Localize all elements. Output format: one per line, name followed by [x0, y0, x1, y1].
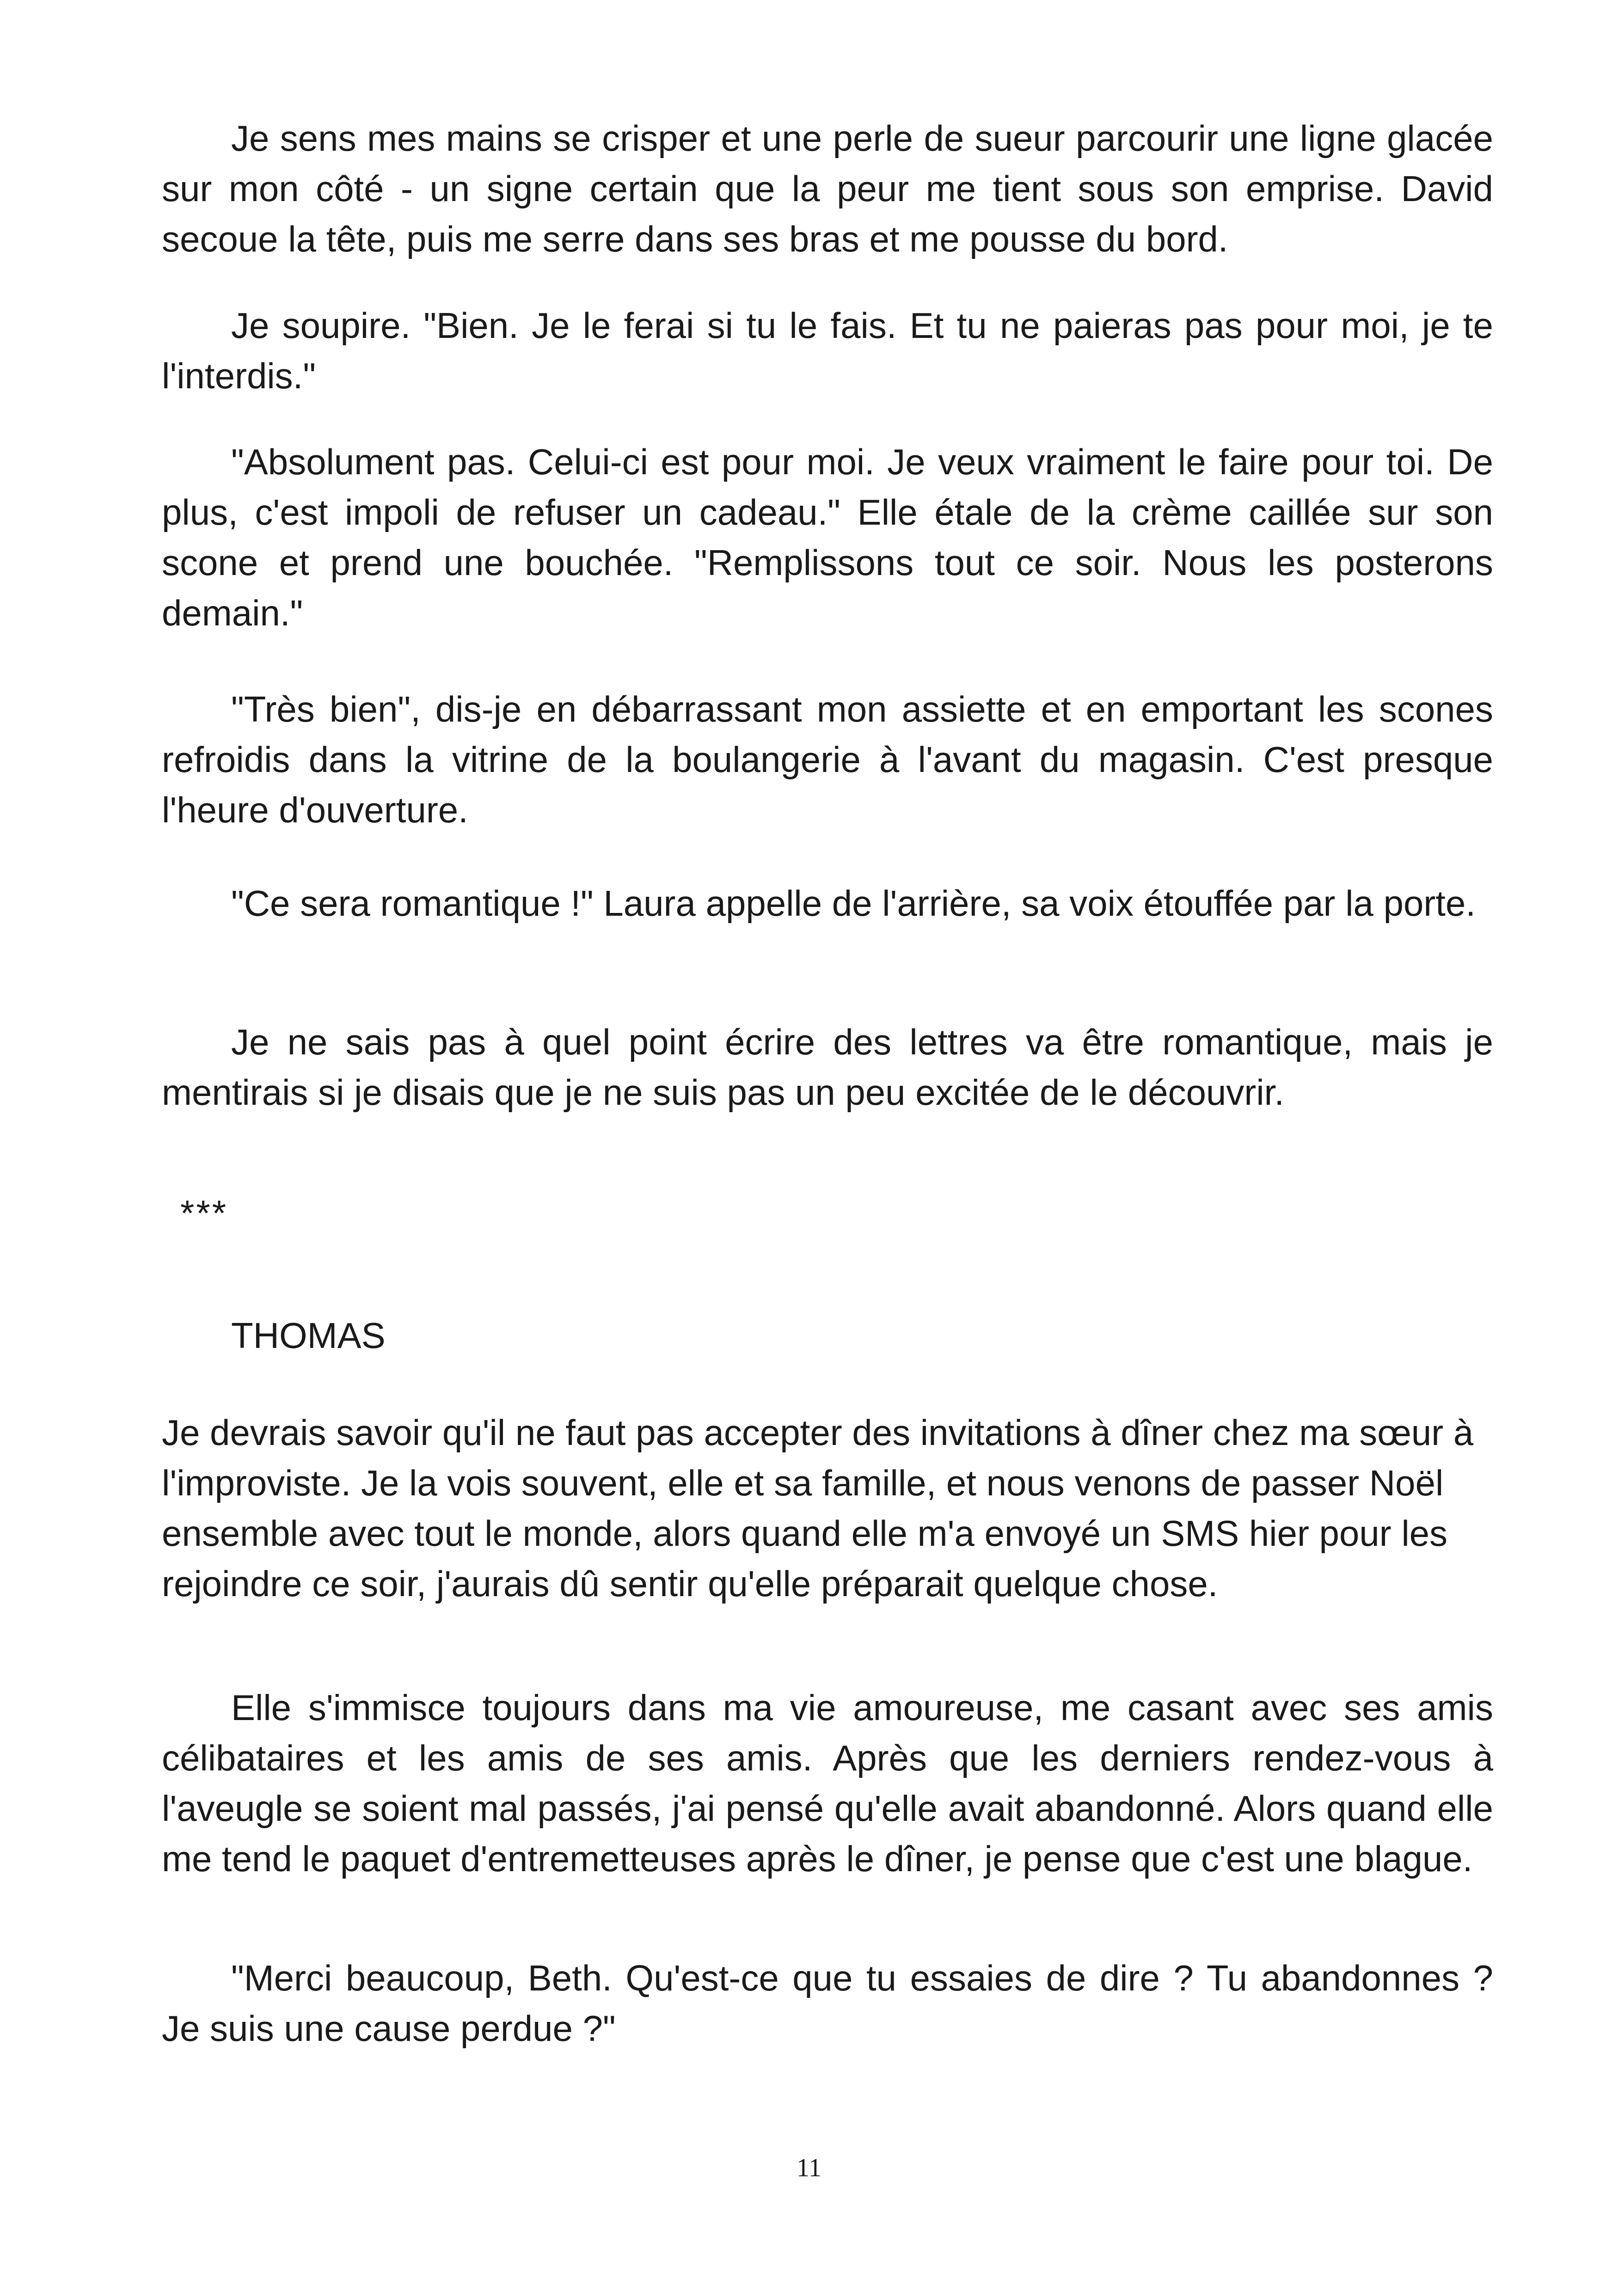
- paragraph-6: Je ne sais pas à quel point écrire des lettres va être romantique, mais je mentirais si je disais que je ne suis pas un peu excitée de le découvrir.: [162, 1022, 1493, 1113]
- section-heading: THOMAS: [231, 1315, 386, 1356]
- paragraph-3: "Absolument pas. Celui-ci est pour moi. Je veux vraiment le faire pour toi. De plus, c'est impoli de refuser un cadeau." Elle étale de la crème caillée sur son scone et prend une bouchée. "Remplissons tout ce soir. Nous les posterons demain.": [162, 441, 1493, 633]
- paragraph-2: Je soupire. "Bien. Je le ferai si tu le fais. Et tu ne paieras pas pour moi, je te l'interdis.": [162, 305, 1493, 396]
- paragraph-7: Je devrais savoir qu'il ne faut pas accepter des invitations à dîner chez ma sœur à l'improviste. Je la vois souvent, elle et sa famille, et nous venons de passer Noël ensemble avec tout le monde, alors quand elle m'a envoyé un SMS hier pour les rejoindre ce soir, j'aurais dû sentir qu'elle préparait quelque chose.: [162, 1412, 1474, 1604]
- page-number: 11: [797, 2154, 821, 2182]
- paragraph-8: Elle s'immisce toujours dans ma vie amoureuse, me casant avec ses amis célibataires et les amis de ses amis. Après que les derniers rendez-vous à l'aveugle se soient mal passés, j'ai pensé qu'elle avait abandonné. Alors quand elle me tend le paquet d'entremetteuses après le dîner, je pense que c'est une blague.: [162, 1687, 1493, 1879]
- paragraph-1: Je sens mes mains se crisper et une perle de sueur parcourir une ligne glacée sur mon côté - un signe certain que la peur me tient sous son emprise. David secoue la tête, puis me serre dans ses bras et me pousse du bord.: [162, 118, 1493, 259]
- paragraph-4: "Très bien", dis-je en débarrassant mon assiette et en emportant les scones refroidis dans la vitrine de la boulangerie à l'avant du magasin. C'est presque l'heure d'ouverture.: [162, 689, 1493, 830]
- scene-separator: ***: [180, 1193, 228, 1233]
- paragraph-9: "Merci beaucoup, Beth. Qu'est-ce que tu essaies de dire ? Tu abandonnes ? Je suis une cause perdue ?": [162, 1958, 1493, 2049]
- paragraph-5: "Ce sera romantique !" Laura appelle de l'arrière, sa voix étouffée par la porte.: [231, 883, 1476, 924]
